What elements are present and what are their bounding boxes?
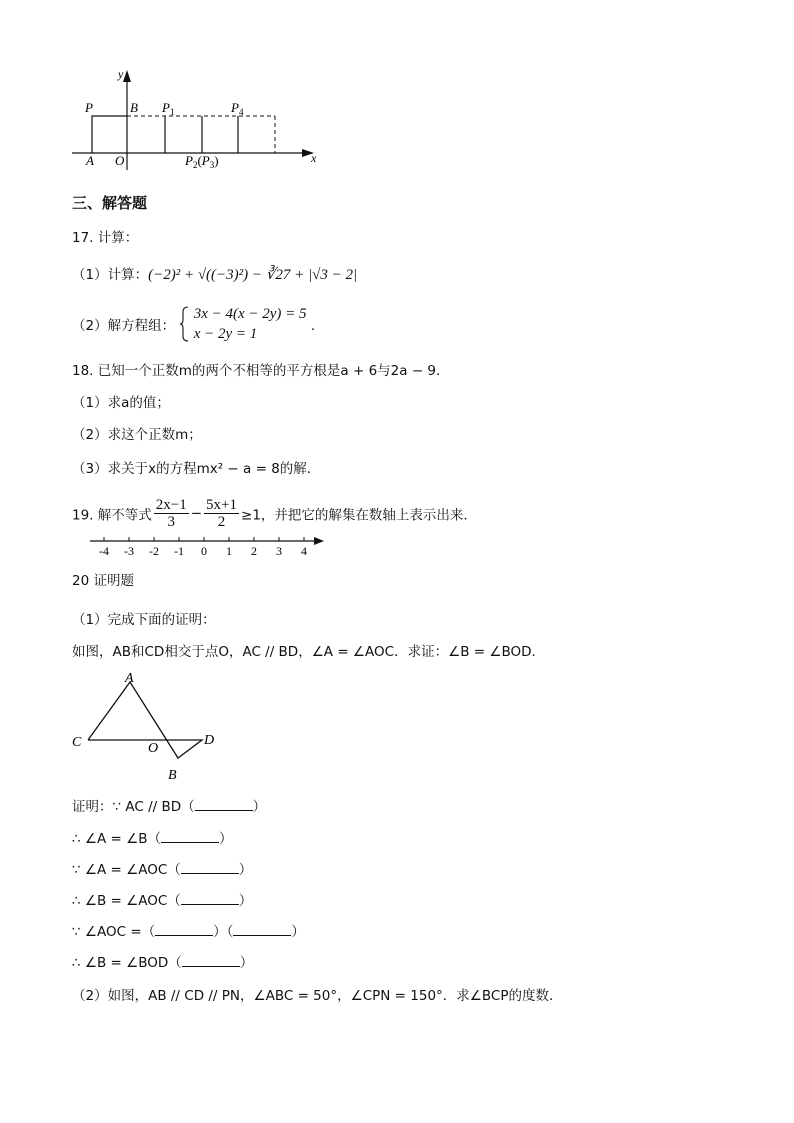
q19-stem: 19. 解不等式 $\frac{2x-1}{3}$ − $\frac{5x+1}{2}$ ≥1，并把它的解集在数轴上表示出来． — [72, 497, 477, 530]
label-p1: $P_1$ — [162, 100, 175, 117]
number-line-tick-label: -4 — [99, 544, 109, 558]
y-axis-arrow — [123, 70, 131, 82]
proof-line-1: 证明：∵ AC // BD（ ） — [72, 799, 267, 815]
label-p4: $P_4$ — [231, 100, 244, 117]
q19-prefix: 19. 解不等式 — [72, 507, 152, 524]
label-b: B — [130, 100, 138, 115]
fig-label-c: C — [72, 735, 82, 750]
fig-label-a: A — [125, 671, 134, 686]
coordinate-figure — [70, 62, 330, 172]
q20-p1-stem: 如图，AB和CD相交于点O，AC // BD，∠A = ∠AOC．求证：∠B = ∠BOD． — [72, 644, 545, 660]
q17-p2-label: （2）解方程组： — [72, 318, 176, 334]
q17-p2: （2）解方程组： 3x − 4(x − 2y) = 5 x − 2y = 1 ． — [72, 306, 325, 342]
number-line-tick-label: -2 — [149, 544, 159, 558]
q17-eq2: x − 2y = 1 — [193, 326, 258, 342]
answer-blank[interactable] — [233, 924, 291, 936]
proof-line-3: ∵ ∠A = ∠AOC（ ） — [72, 862, 253, 878]
proof-line-6: ∴ ∠B = ∠BOD（ ） — [72, 955, 254, 971]
q19-suffix: ≥1，并把它的解集在数轴上表示出来． — [241, 507, 477, 524]
number-line-tick-label: 2 — [251, 544, 257, 558]
q17-p1-expr: (−2)² + √((−3)²) − ∛27 + |√3 − 2| — [148, 267, 358, 283]
number-line-tick-label: 4 — [301, 544, 307, 558]
answer-blank[interactable] — [181, 893, 239, 905]
q20-p1-title: （1）完成下面的证明： — [72, 612, 216, 628]
answer-blank[interactable] — [161, 831, 219, 843]
q20-p2: （2）如图，AB // CD // PN，∠ABC = 50°，∠CPN = 150°．求∠BCP的度数． — [72, 988, 563, 1004]
proof-line-5: ∵ ∠AOC =（ ）（ ） — [72, 924, 305, 940]
y-label: y — [118, 67, 124, 81]
number-line-tick-label: 1 — [226, 544, 232, 558]
fig-label-o: O — [148, 741, 159, 756]
arrow-icon — [314, 537, 324, 545]
label-o: O — [115, 153, 125, 168]
label-p: P — [85, 100, 93, 115]
q18-p2: （2）求这个正数m； — [72, 427, 202, 443]
solid-rect — [92, 116, 127, 153]
fig-label-d: D — [204, 733, 215, 748]
q19-frac1: $\frac{2x-1}{3}$ — [155, 497, 187, 530]
number-line-tick-label: 0 — [201, 544, 207, 558]
number-line-tick-label: 3 — [276, 544, 282, 558]
number-line-tick-label: -1 — [174, 544, 184, 558]
q20-title: 20 证明题 — [72, 573, 134, 589]
label-p2p3: $P_2(P_3)$ — [185, 153, 219, 170]
proof-line-4: ∴ ∠B = ∠AOC（ ） — [72, 893, 253, 909]
proof-line-2: ∴ ∠A = ∠B（ ） — [72, 831, 233, 847]
q19-frac2: $\frac{5x+1}{2}$ — [206, 497, 238, 530]
answer-blank[interactable] — [181, 862, 239, 874]
answer-blank[interactable] — [155, 924, 213, 936]
brace-icon — [179, 306, 189, 342]
q18-p1: （1）求a的值； — [72, 395, 170, 411]
q17-p1-label: （1）计算： — [72, 267, 149, 283]
label-a: A — [86, 153, 94, 168]
fig-label-b: B — [168, 768, 177, 783]
q17-title: 17. 计算： — [72, 230, 139, 246]
section-title: 三、解答题 — [72, 194, 148, 212]
q18-stem: 18. 已知一个正数m的两个不相等的平方根是a + 6与2a − 9． — [72, 363, 450, 379]
q17-eq1: 3x − 4(x − 2y) = 5 — [193, 306, 307, 322]
q18-p3: （3）求关于x的方程mx² − a = 8的解． — [72, 461, 321, 477]
x-label: x — [311, 151, 317, 165]
triangle-figure — [68, 668, 228, 786]
answer-blank[interactable] — [182, 955, 240, 967]
q17-p1 — [72, 263, 357, 284]
number-line-tick-label: -3 — [124, 544, 134, 558]
answer-blank[interactable] — [195, 799, 253, 811]
number-line — [88, 534, 328, 560]
